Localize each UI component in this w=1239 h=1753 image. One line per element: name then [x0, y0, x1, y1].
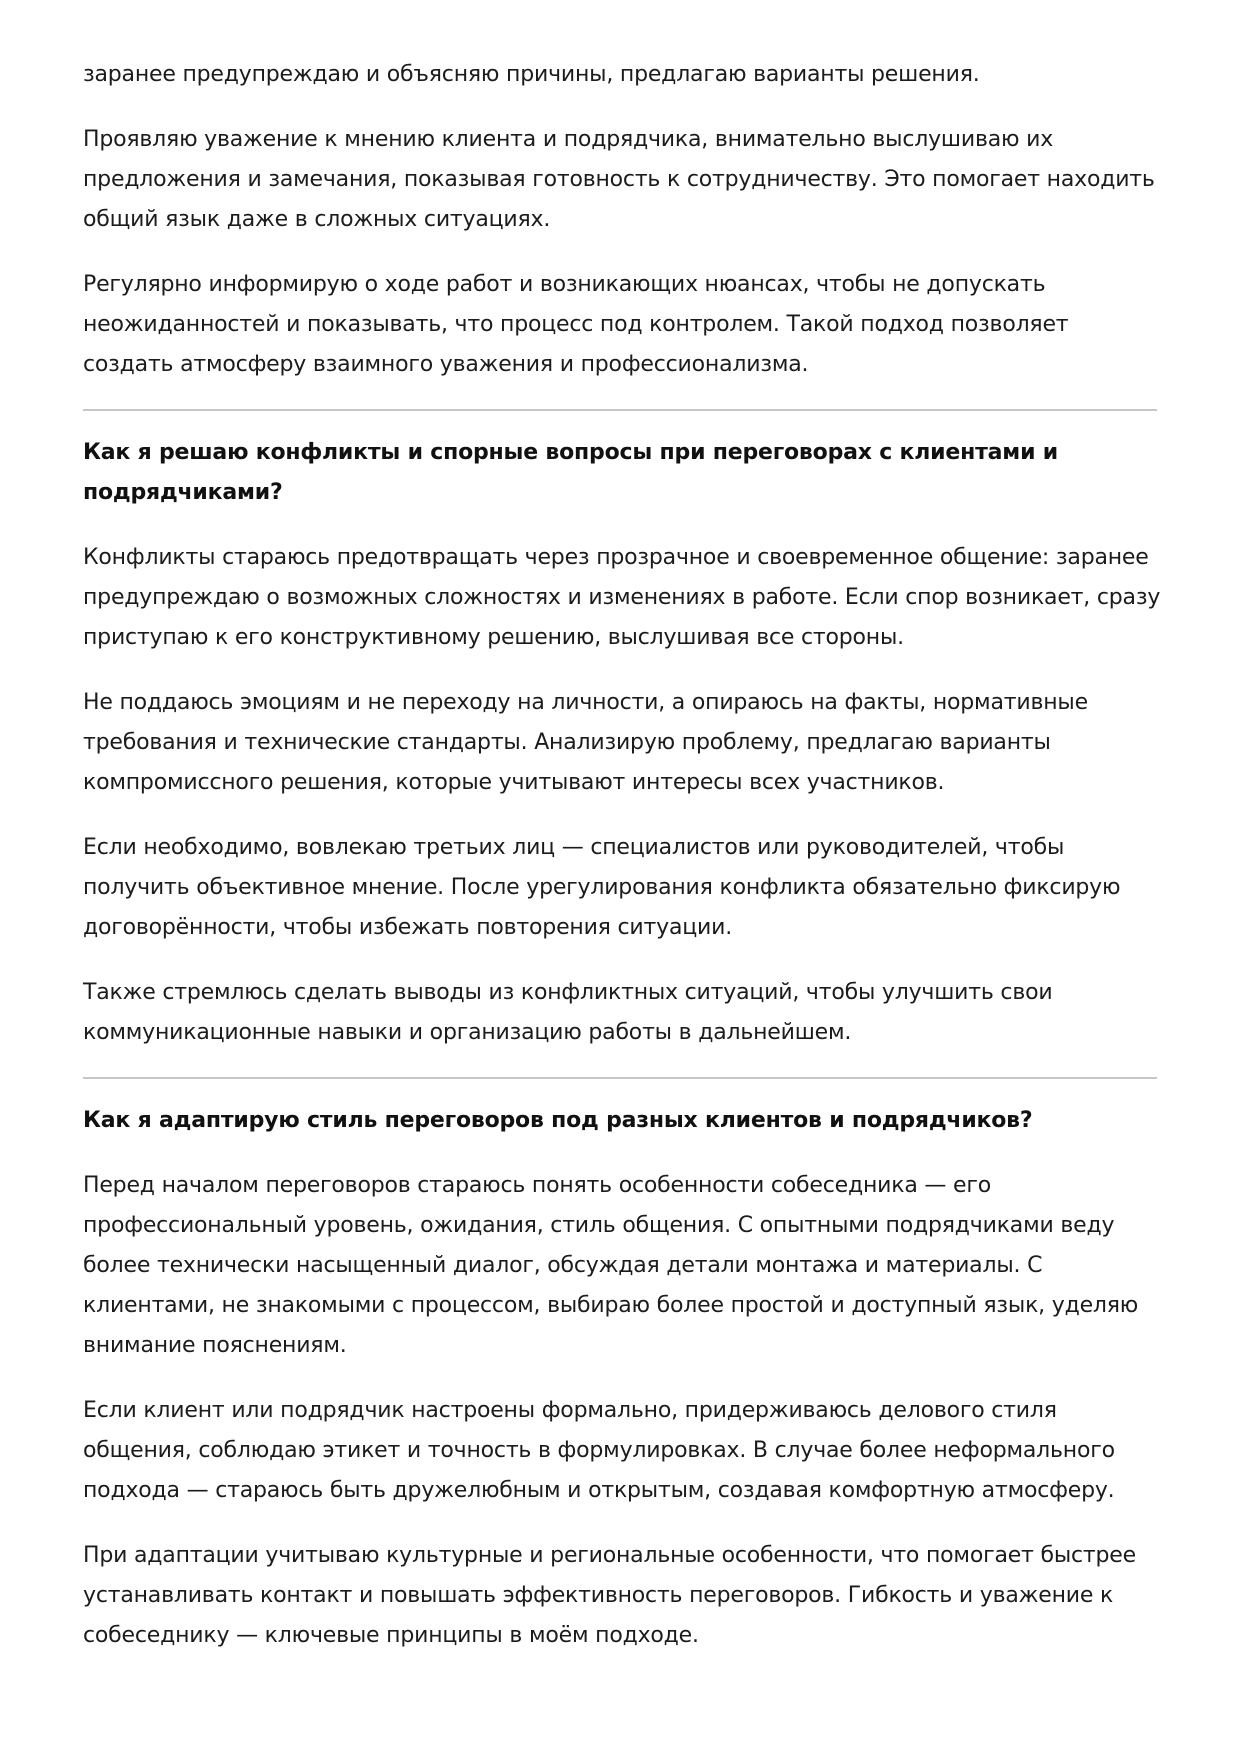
conflict-paragraph-1: Конфликты стараюсь предотвращать через прозрачное и своевременное общение: заранее предупреждаю о возможных сложностях и изменениях в работе. Если спор возникает, сразу приступаю к его конструктивному решению, выслушивая все стороны.	[83, 545, 1161, 650]
adapt-paragraph-1: Перед началом переговоров стараюсь понять особенности собеседника — его профессиональный уровень, ожидания, стиль общения. С опытными подрядчиками веду более технически насыщенный диалог, обсуждая детали монтажа и материалы. С клиентами, не знакомыми с процессом, выбираю более простой и доступный язык, уделяю внимание пояснениям.	[83, 1173, 1139, 1358]
intro-paragraph-2: Проявляю уважение к мнению клиента и подрядчика, внимательно выслушиваю их предложения и замечания, показывая готовность к сотрудничеству. Это помогает находить общий язык даже в сложных ситуациях.	[83, 127, 1155, 232]
intro-paragraph-1: заранее предупреждаю и объясняю причины, предлагаю варианты решения.	[83, 62, 980, 87]
adapt-paragraph-2: Если клиент или подрядчик настроены формально, придерживаюсь делового стиля общения, соблюдаю этикет и точность в формулировках. В случае более неформального подхода — стараюсь быть дружелюбным и открытым, создавая комфортную атмосферу.	[83, 1398, 1115, 1503]
document-page	[83, 55, 1163, 1656]
intro-paragraph-3: Регулярно информирую о ходе работ и возникающих нюансах, чтобы не допускать неожиданностей и показывать, что процесс под контролем. Такой подход позволяет создать атмосферу взаимного уважения и профессионализма.	[83, 272, 1069, 377]
adapt-paragraph-3: При адаптации учитываю культурные и региональные особенности, что помогает быстрее устанавливать контакт и повышать эффективность переговоров. Гибкость и уважение к собеседнику — ключевые принципы в моём подходе.	[83, 1543, 1136, 1648]
adapt-question-heading: Как я адаптирую стиль переговоров под разных клиентов и подрядчиков?	[83, 1108, 1033, 1133]
conflict-question-heading: Как я решаю конфликты и спорные вопросы при переговорах с клиентами и подрядчиками?	[83, 440, 1058, 505]
conflict-paragraph-4: Также стремлюсь сделать выводы из конфликтных ситуаций, чтобы улучшить свои коммуникационные навыки и организацию работы в дальнейшем.	[83, 980, 1053, 1045]
conflict-paragraph-2: Не поддаюсь эмоциям и не переходу на личности, а опираюсь на факты, нормативные требования и технические стандарты. Анализирую проблему, предлагаю варианты компромиссного решения, которые учитывают интересы всех участников.	[83, 690, 1088, 795]
conflict-paragraph-3: Если необходимо, вовлекаю третьих лиц — специалистов или руководителей, чтобы получить объективное мнение. После урегулирования конфликта обязательно фиксирую договорённости, чтобы избежать повторения ситуации.	[83, 835, 1121, 940]
